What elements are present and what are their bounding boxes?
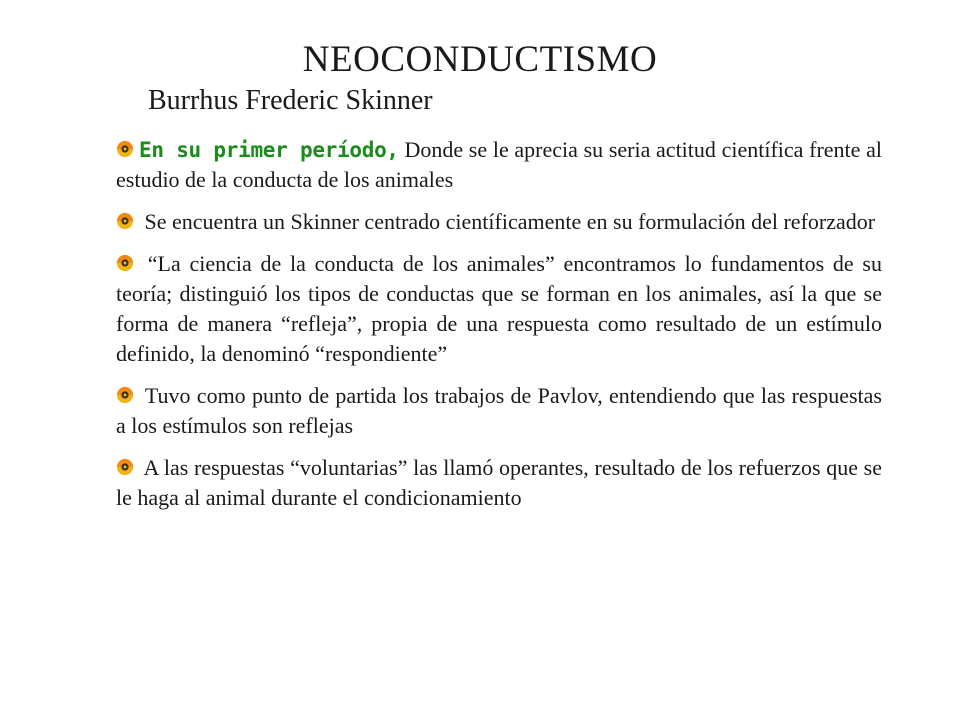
list-item (116, 249, 882, 369)
paragraph-text: Tuvo como punto de partida los trabajos de Pavlov, entendiendo que las respuestas a los estímulos son reflejas (116, 383, 882, 438)
gear-bullet-icon (116, 386, 134, 404)
list-item (116, 135, 882, 195)
paragraph-text: Donde se le aprecia su seria actitud científica frente al estudio de la conducta de los animales (116, 137, 882, 192)
slide-subtitle: Burrhus Frederic Skinner (148, 85, 433, 116)
gear-bullet-icon (116, 140, 134, 158)
bullet-list (116, 135, 882, 525)
list-item (116, 381, 882, 441)
paragraph-text: “La ciencia de la conducta de los animales” encontramos lo fundamentos de su teoría; distinguió los tipos de conductas que se forman en los animales, así la que se forma de manera “refleja”, propia de una respuesta como resultado de un estímulo definido, la denominó “respondiente” (116, 251, 882, 366)
list-item (116, 207, 882, 237)
gear-bullet-icon (116, 458, 134, 476)
gear-bullet-icon (116, 254, 134, 272)
paragraph-text: Se encuentra un Skinner centrado científicamente en su formulación del reforzador (139, 209, 876, 234)
highlight-text: En su primer período, (139, 138, 399, 162)
list-item (116, 453, 882, 513)
gear-bullet-icon (116, 212, 134, 230)
slide-title: NEOCONDUCTISMO (302, 39, 658, 80)
paragraph-text: A las respuestas “voluntarias” las llamó operantes, resultado de los refuerzos que se le haga al animal durante el condicionamiento (116, 455, 882, 510)
